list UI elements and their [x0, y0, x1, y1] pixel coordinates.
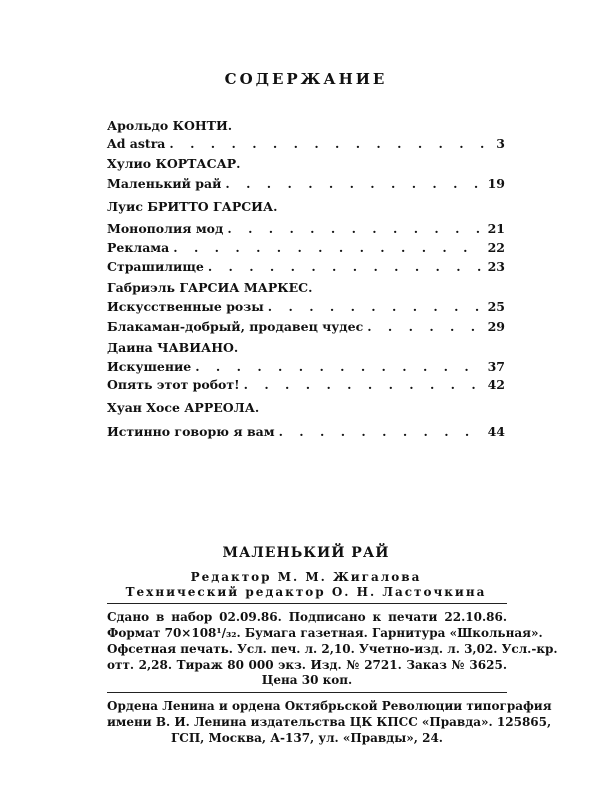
toc-author: Даина ЧАВИАНО. [107, 340, 239, 355]
entry-page: 22 [487, 240, 505, 255]
toc-entry [107, 136, 505, 151]
leader-dots [367, 319, 483, 334]
leader-dots [195, 359, 483, 374]
printer-line: имени В. И. Ленина издательства ЦК КПСС «Правда». 125865, [107, 715, 552, 729]
entry-title: Искусственные розы [107, 299, 264, 314]
entry-title: Искушение [107, 359, 192, 374]
toc-entry [107, 359, 505, 374]
divider [107, 603, 507, 604]
toc-author: Арольдо КОНТИ. [107, 118, 233, 133]
imprint-line: отт. 2,28. Тираж 80 000 экз. Изд. № 2721. Заказ № 3625. [107, 658, 507, 672]
entry-title: Ad astra [107, 136, 166, 151]
entry-title: Монополия мод [107, 221, 224, 236]
entry-page: 3 [496, 136, 505, 151]
entry-page: 37 [487, 359, 505, 374]
toc-author: Хуан Хосе АРРЕОЛА. [107, 400, 260, 415]
leader-dots [227, 221, 483, 236]
toc-entry [107, 176, 505, 191]
leader-dots [225, 176, 483, 191]
book-title: МАЛЕНЬКИЙ РАЙ [222, 545, 390, 561]
printer-line: Ордена Ленина и ордена Октябрьской Революции типография [107, 699, 552, 713]
tech-editor: Технический редактор О. Н. Ласточкина [125, 585, 487, 599]
entry-page: 23 [487, 259, 505, 274]
toc-author: Габриэль ГАРСИА МАРКЕС. [107, 280, 313, 295]
toc-entry [107, 319, 505, 334]
entry-page: 19 [487, 176, 505, 191]
entry-page: 42 [487, 377, 505, 392]
leader-dots [268, 299, 484, 314]
leader-dots [208, 259, 484, 274]
imprint-line: Сдано в набор 02.09.86. Подписано к печати 22.10.86. [107, 610, 507, 624]
entry-title: Блакаман-добрый, продавец чудес [107, 319, 364, 334]
toc-entry [107, 221, 505, 236]
price: Цена 30 коп. [261, 673, 353, 687]
divider [107, 692, 507, 693]
imprint-line: Формат 70×108¹/₃₂. Бумага газетная. Гарнитура «Школьная». [107, 626, 543, 640]
leader-dots [279, 424, 484, 439]
printer-line: ГСП, Москва, А-137, ул. «Правды», 24. [170, 731, 443, 745]
entry-page: 21 [487, 221, 505, 236]
entry-title: Реклама [107, 240, 170, 255]
toc-author: Луис БРИТТО ГАРСИА. [107, 199, 278, 214]
entry-title: Истинно говорю я вам [107, 424, 275, 439]
leader-dots [169, 136, 492, 151]
toc-entry [107, 299, 505, 314]
imprint-line: Офсетная печать. Усл. печ. л. 2,10. Учетно-изд. л. 3,02. Усл.-кр. [107, 642, 558, 656]
entry-title: Страшилище [107, 259, 204, 274]
toc-entry [107, 259, 505, 274]
entry-page: 44 [487, 424, 505, 439]
leader-dots [244, 377, 484, 392]
toc-title: СОДЕРЖАНИЕ [224, 70, 388, 88]
toc-entry [107, 240, 505, 255]
entry-title: Опять этот робот! [107, 377, 240, 392]
entry-page: 29 [487, 319, 505, 334]
editor: Редактор М. М. Жигалова [190, 570, 422, 584]
entry-title: Маленький рай [107, 176, 222, 191]
leader-dots [173, 240, 483, 255]
toc-entry [107, 424, 505, 439]
toc-author: Хулио КОРТАСАР. [107, 156, 241, 171]
toc-entry [107, 377, 505, 392]
entry-page: 25 [487, 299, 505, 314]
